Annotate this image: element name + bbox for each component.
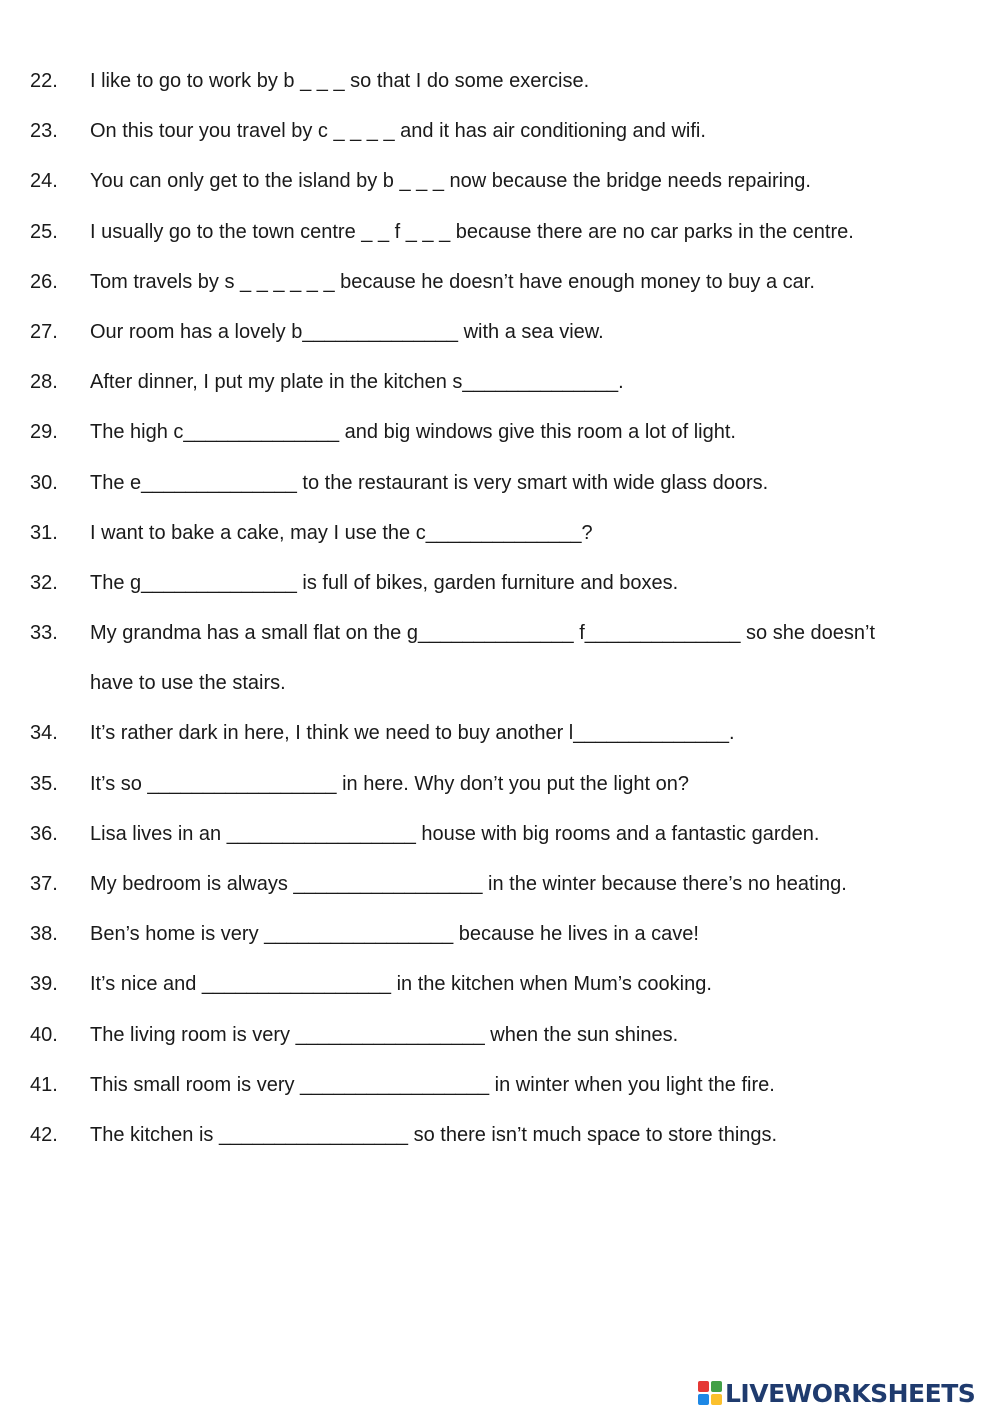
- question-number: 31.: [30, 521, 58, 544]
- question-38: [0, 909, 1000, 959]
- question-42: [0, 1110, 1000, 1160]
- question-number: 30.: [30, 471, 58, 494]
- question-number: 39.: [30, 973, 58, 996]
- question-text: Our room has a lovely b______________ with a sea view.: [90, 320, 604, 343]
- question-number: 33.: [30, 622, 58, 645]
- question-37: [0, 859, 1000, 909]
- question-number: 34.: [30, 722, 58, 745]
- question-number: 24.: [30, 170, 58, 193]
- question-number: 35.: [30, 772, 58, 795]
- question-number: 25.: [30, 220, 58, 243]
- question-number: 32.: [30, 571, 58, 594]
- question-33: [0, 608, 1000, 658]
- question-text: It’s rather dark in here, I think we need to buy another l______________.: [90, 722, 735, 745]
- question-text: Tom travels by s _ _ _ _ _ _ because he doesn’t have enough money to buy a car.: [90, 270, 815, 293]
- question-text: I want to bake a cake, may I use the c______________?: [90, 521, 593, 544]
- question-number: 26.: [30, 270, 58, 293]
- question-29: [0, 407, 1000, 457]
- question-39: [0, 959, 1000, 1009]
- question-text: The living room is very _________________ when the sun shines.: [90, 1023, 679, 1046]
- question-number: 36.: [30, 822, 58, 845]
- question-27: [0, 307, 1000, 357]
- question-40: [0, 1010, 1000, 1060]
- question-text: The g______________ is full of bikes, garden furniture and boxes.: [90, 571, 679, 594]
- question-text: Ben’s home is very _________________ because he lives in a cave!: [90, 923, 699, 946]
- question-text: The kitchen is _________________ so there isn’t much space to store things.: [90, 1123, 778, 1146]
- worksheet: [0, 56, 1000, 1160]
- question-number: 37.: [30, 873, 58, 895]
- question-text-continuation: have to use the stairs.: [90, 672, 286, 695]
- question-number: 27.: [30, 320, 58, 343]
- question-31: [0, 508, 1000, 558]
- question-text: On this tour you travel by c _ _ _ _ and it has air conditioning and wifi.: [90, 120, 706, 143]
- logo-text: LIVEWORKSHEETS: [725, 1378, 976, 1408]
- question-41: [0, 1060, 1000, 1110]
- question-number: 38.: [30, 923, 58, 946]
- question-30: [0, 458, 1000, 508]
- question-number: 40.: [30, 1023, 58, 1046]
- logo-square-red: [698, 1381, 709, 1392]
- question-34: [0, 708, 1000, 758]
- question-text: I usually go to the town centre _ _ f _ _ _ because there are no car parks in the centre.: [90, 220, 854, 243]
- question-text: It’s so _________________ in here. Why don’t you put the light on?: [90, 772, 689, 795]
- question-28: [0, 357, 1000, 407]
- question-36: [0, 809, 1000, 859]
- question-26: [0, 257, 1000, 307]
- question-text: The high c______________ and big windows give this room a lot of light.: [90, 421, 736, 444]
- question-number: 28.: [30, 371, 58, 394]
- question-number: 42.: [30, 1123, 58, 1146]
- logo-square-yellow: [711, 1394, 722, 1405]
- question-number: 29.: [30, 421, 58, 444]
- question-number: 22.: [30, 70, 58, 92]
- logo-square-blue: [698, 1394, 709, 1405]
- question-23: [0, 106, 1000, 156]
- question-text: Lisa lives in an _________________ house with big rooms and a fantastic garden.: [90, 822, 820, 845]
- question-text: My bedroom is always _________________ in the winter because there’s no heating.: [90, 873, 847, 895]
- question-33-continuation: [0, 658, 1000, 708]
- question-22: [0, 56, 1000, 106]
- question-25: [0, 207, 1000, 257]
- question-text: My grandma has a small flat on the g______________ f______________ so she doesn’t: [90, 622, 876, 645]
- question-text: This small room is very _________________ in winter when you light the fire.: [90, 1073, 775, 1096]
- question-32: [0, 558, 1000, 608]
- question-text: The e______________ to the restaurant is very smart with wide glass doors.: [90, 471, 769, 494]
- question-text: After dinner, I put my plate in the kitchen s______________.: [90, 371, 624, 394]
- question-35: [0, 759, 1000, 809]
- question-number: 41.: [30, 1073, 58, 1096]
- liveworksheets-logo-icon: [698, 1381, 722, 1405]
- logo-square-green: [711, 1381, 722, 1392]
- question-text: You can only get to the island by b _ _ _ now because the bridge needs repairing.: [90, 170, 811, 193]
- question-text: It’s nice and _________________ in the kitchen when Mum’s cooking.: [90, 973, 712, 996]
- question-number: 23.: [30, 120, 58, 143]
- liveworksheets-logo: [698, 1378, 975, 1408]
- question-24: [0, 156, 1000, 206]
- question-text: I like to go to work by b _ _ _ so that I do some exercise.: [90, 70, 590, 92]
